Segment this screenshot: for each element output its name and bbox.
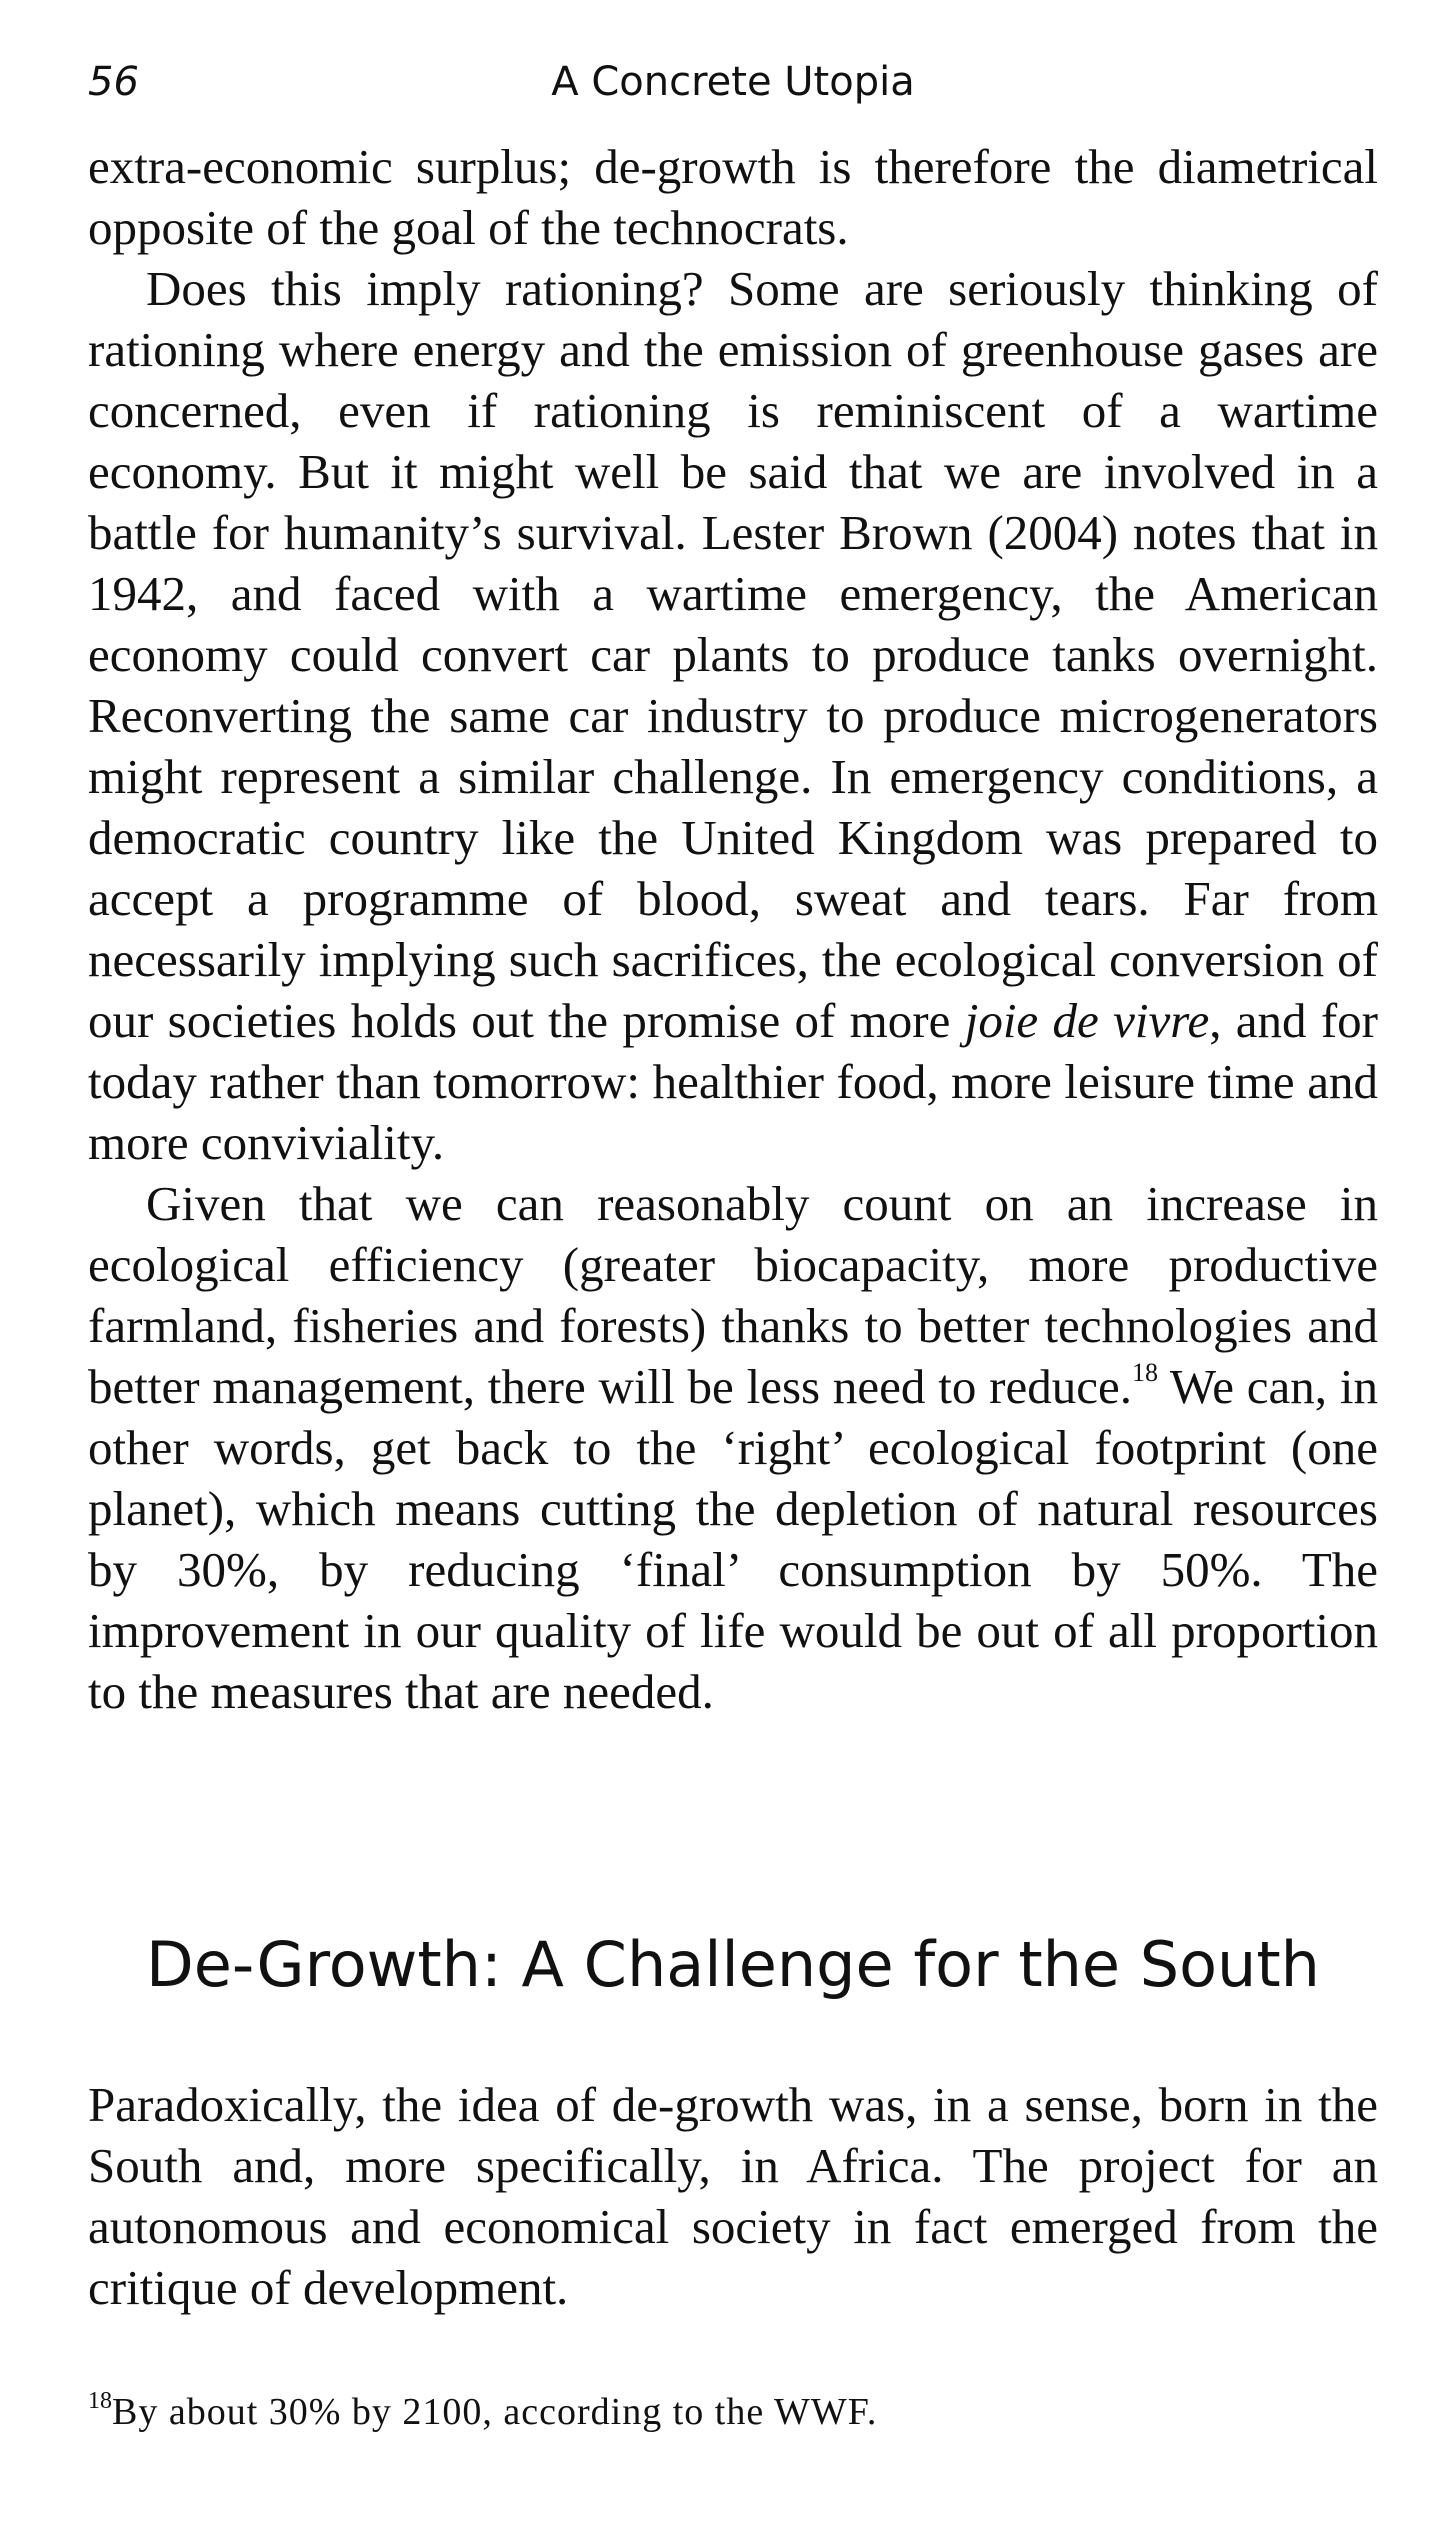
paragraph-2 xyxy=(88,258,1378,1173)
section-heading: De-Growth: A Challenge for the South xyxy=(146,1928,1320,2001)
section-paragraph: Paradoxically, the idea of de-growth was, in a sense, born in the South and, more specifically, in Africa. The project for an autonomous and economical society in fact emerged from the critique of development. xyxy=(88,2077,1378,2315)
running-head xyxy=(88,52,1378,112)
footnote-reference: 18 xyxy=(1131,1358,1158,1387)
paragraph-2-text-b: , and for today rather than tomorrow: healthier food, more leisure time and more conviviality. xyxy=(88,993,1378,1170)
paragraph-1 xyxy=(88,136,1378,258)
body-text xyxy=(88,136,1378,1722)
paragraph-3-text-b: We can, in other words, get back to the ‘right’ ecological footprint (one planet), which means cutting the depletion of natural resources by 30%, by reducing ‘final’ consumption by 50%. The improvement in our quality of life would be out of all proportion to the measures that are needed. xyxy=(88,1359,1378,1719)
paragraph-3-text-a: Given that we can reasonably count on an increase in ecological efficiency (greater biocapacity, more productive farmland, fisheries and forests) thanks to better technologies and better management, there will be less need to reduce. xyxy=(88,1176,1378,1414)
paragraph-1-text: extra-economic surplus; de-growth is therefore the diametrical opposite of the goal of the technocrats. xyxy=(88,139,1378,255)
running-title: A Concrete Utopia xyxy=(551,59,915,105)
page-number: 56 xyxy=(88,59,139,105)
paragraph-2-text-a: Does this imply rationing? Some are seriously thinking of rationing where energy and the emission of greenhouse gases are concerned, even if rationing is reminiscent of a wartime economy. But it might well be said that we are involved in a battle for humanity’s survival. Lester Brown (2004) notes that in 1942, and faced with a wartime emergency, the American economy could convert car plants to produce tanks overnight. Reconverting the same car industry to produce microgenerators might represent a similar challenge. In emergency conditions, a democratic country like the United Kingdom was prepared to accept a programme of blood, sweat and tears. Far from necessarily implying such sacrifices, the ecological conversion of our societies holds out the promise of more xyxy=(88,261,1378,1048)
italic-phrase: joie de vivre xyxy=(964,993,1210,1048)
footnote-marker: 18 xyxy=(88,2388,112,2414)
footnote-text: By about 30% by 2100, according to the WWF. xyxy=(112,2391,878,2433)
footnote xyxy=(88,2387,1378,2437)
paragraph-3 xyxy=(88,1173,1378,1722)
